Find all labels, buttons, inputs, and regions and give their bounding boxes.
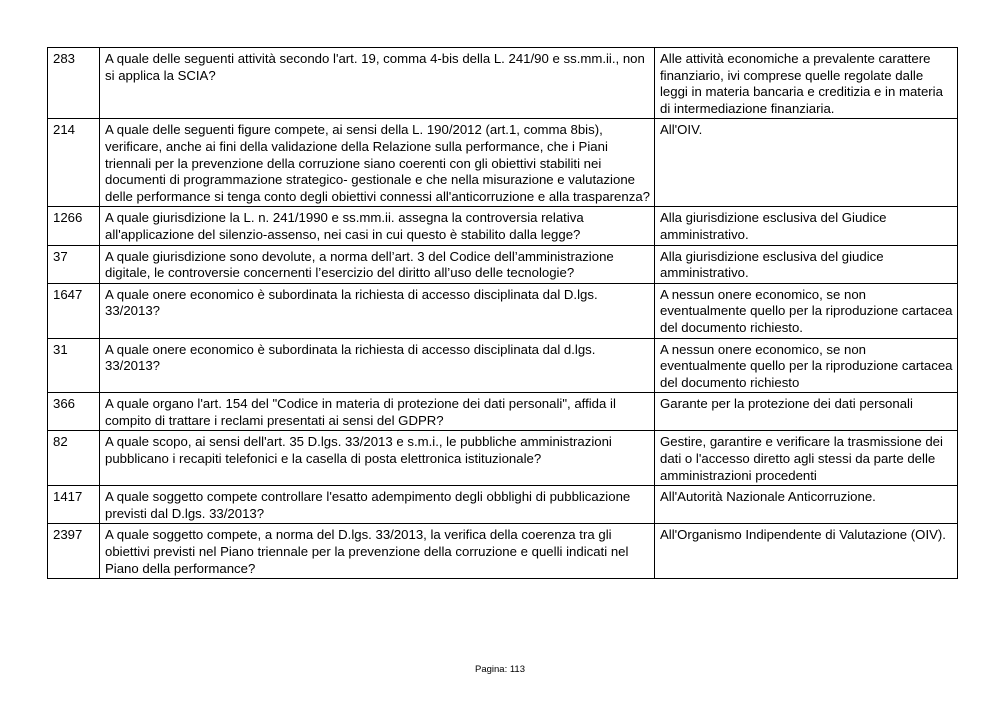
questions-table-body [48, 48, 958, 579]
answer-text: All'Organismo Indipendente di Valutazione (OIV). [655, 524, 958, 579]
answer-text: Alla giurisdizione esclusiva del giudice amministrativo. [655, 245, 958, 283]
question-text: A quale giurisdizione la L. n. 241/1990 e ss.mm.ii. assegna la controversia relativa all'applicazione del silenzio-assenso, nei casi in cui questo è stabilito dalla legge? [100, 207, 655, 245]
question-text: A quale onere economico è subordinata la richiesta di accesso disciplinata dal d.lgs. 33/2013? [100, 338, 655, 393]
question-id: 283 [48, 48, 100, 119]
answer-text: A nessun onere economico, se non eventualmente quello per la riproduzione cartacea del documento richiesto. [655, 283, 958, 338]
answer-text: Garante per la protezione dei dati personali [655, 393, 958, 431]
answer-text: A nessun onere economico, se non eventualmente quello per la riproduzione cartacea del documento richiesto [655, 338, 958, 393]
question-id: 2397 [48, 524, 100, 579]
question-id: 214 [48, 119, 100, 207]
question-id: 37 [48, 245, 100, 283]
question-text: A quale onere economico è subordinata la richiesta di accesso disciplinata dal D.lgs. 33/2013? [100, 283, 655, 338]
answer-text: All'OIV. [655, 119, 958, 207]
answer-text: Alla giurisdizione esclusiva del Giudice amministrativo. [655, 207, 958, 245]
question-text: A quale giurisdizione sono devolute, a norma dell’art. 3 del Codice dell’amministrazione digitale, le controversie concernenti l’esercizio del diritto all’uso delle tecnologie? [100, 245, 655, 283]
table-row [48, 48, 958, 119]
page-number: Pagina: 113 [474, 664, 525, 675]
answer-text: Alle attività economiche a prevalente carattere finanziario, ivi comprese quelle regolate dalle leggi in materia bancaria e creditizia e in materia di intermediazione finanziaria. [655, 48, 958, 119]
question-id: 366 [48, 393, 100, 431]
table-row [48, 486, 958, 524]
table-row [48, 119, 958, 207]
question-text: A quale organo l'art. 154 del "Codice in materia di protezione dei dati personali", affida il compito di trattare i reclami presentati ai sensi del GDPR? [100, 393, 655, 431]
question-id: 31 [48, 338, 100, 393]
table-row [48, 524, 958, 579]
table-row [48, 245, 958, 283]
question-text: A quale delle seguenti attività secondo l'art. 19, comma 4-bis della L. 241/90 e ss.mm.ii., non si applica la SCIA? [100, 48, 655, 119]
table-row [48, 207, 958, 245]
table-row [48, 338, 958, 393]
questions-table [47, 47, 958, 579]
question-id: 1417 [48, 486, 100, 524]
question-text: A quale soggetto compete, a norma del D.lgs. 33/2013, la verifica della coerenza tra gli obiettivi previsti nel Piano triennale per la prevenzione della corruzione e quelli indicati nel Piano della performance? [100, 524, 655, 579]
table-row [48, 431, 958, 486]
question-id: 1266 [48, 207, 100, 245]
question-text: A quale soggetto compete controllare l'esatto adempimento degli obblighi di pubblicazione previsti dal D.lgs. 33/2013? [100, 486, 655, 524]
answer-text: Gestire, garantire e verificare la trasmissione dei dati o l'accesso diretto agli stessi da parte delle amministrazioni procedenti [655, 431, 958, 486]
question-id: 82 [48, 431, 100, 486]
question-text: A quale scopo, ai sensi dell'art. 35 D.lgs. 33/2013 e s.m.i., le pubbliche amministrazioni pubblicano i recapiti telefonici e la casella di posta elettronica istituzionale? [100, 431, 655, 486]
answer-text: All'Autorità Nazionale Anticorruzione. [655, 486, 958, 524]
table-row [48, 283, 958, 338]
question-id: 1647 [48, 283, 100, 338]
question-text: A quale delle seguenti figure compete, ai sensi della L. 190/2012 (art.1, comma 8bis), verificare, anche ai fini della validazione della Relazione sulla performance, che i Piani triennali per la prevenzione della corruzione siano coerenti con gli obiettivi stabiliti nei documenti di programmazione strategico- gestionale e che nella misurazione e valutazione delle performance si tenga conto degli obiettivi connessi all'anticorruzione e alla trasparenza? [100, 119, 655, 207]
table-row [48, 393, 958, 431]
